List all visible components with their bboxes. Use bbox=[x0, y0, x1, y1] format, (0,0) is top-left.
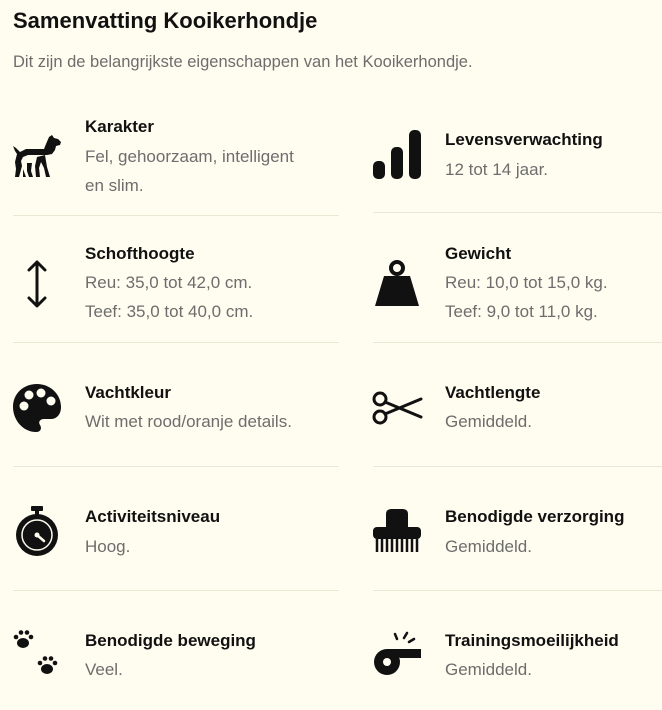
palette-icon bbox=[11, 382, 63, 434]
property-label: Schofthoogte bbox=[85, 244, 195, 263]
divider bbox=[13, 342, 339, 343]
property-value: Wit met rood/oranje details. bbox=[85, 412, 292, 431]
property-value: Hoog. bbox=[85, 537, 131, 556]
property-label: Activiteitsniveau bbox=[85, 507, 221, 526]
property-value: en slim. bbox=[85, 176, 144, 195]
brush-icon bbox=[371, 506, 423, 558]
property-label: Trainingsmoeilijkheid bbox=[445, 631, 619, 650]
scissors-icon bbox=[371, 382, 423, 434]
signal-bars-icon bbox=[371, 128, 423, 180]
property-value: Gemiddeld. bbox=[445, 537, 532, 556]
divider bbox=[373, 590, 662, 591]
property-label: Vachtkleur bbox=[85, 383, 171, 402]
property-value: Gemiddeld. bbox=[445, 412, 532, 431]
property-value: Gemiddeld. bbox=[445, 660, 532, 679]
property-value: 12 tot 14 jaar. bbox=[445, 160, 549, 179]
property-value: Reu: 35,0 tot 42,0 cm. bbox=[85, 273, 253, 292]
divider bbox=[13, 590, 339, 591]
page-intro: Dit zijn de belangrijkste eigenschappen van het Kooikerhondje. bbox=[13, 53, 473, 71]
property-label: Levensverwachting bbox=[445, 130, 603, 149]
divider bbox=[13, 466, 339, 467]
property-value: Teef: 9,0 tot 11,0 kg. bbox=[445, 302, 598, 321]
dog-icon bbox=[11, 131, 63, 183]
divider bbox=[373, 342, 662, 343]
property-value: Veel. bbox=[85, 660, 123, 679]
page-title: Samenvatting Kooikerhondje bbox=[13, 8, 318, 33]
property-label: Karakter bbox=[85, 117, 154, 136]
divider bbox=[13, 215, 339, 216]
property-label: Benodigde beweging bbox=[85, 631, 256, 650]
paws-icon bbox=[11, 629, 63, 681]
weight-icon bbox=[371, 258, 423, 310]
property-label: Vachtlengte bbox=[445, 383, 541, 402]
property-label: Gewicht bbox=[445, 244, 512, 263]
property-value: Teef: 35,0 tot 40,0 cm. bbox=[85, 302, 254, 321]
whistle-icon bbox=[371, 629, 423, 681]
divider bbox=[373, 212, 662, 213]
stopwatch-icon bbox=[11, 506, 63, 558]
property-label: Benodigde verzorging bbox=[445, 507, 625, 526]
property-value: Fel, gehoorzaam, intelligent bbox=[85, 147, 294, 166]
property-value: Reu: 10,0 tot 15,0 kg. bbox=[445, 273, 608, 292]
divider bbox=[373, 466, 662, 467]
vertical-arrows-icon bbox=[11, 258, 63, 310]
